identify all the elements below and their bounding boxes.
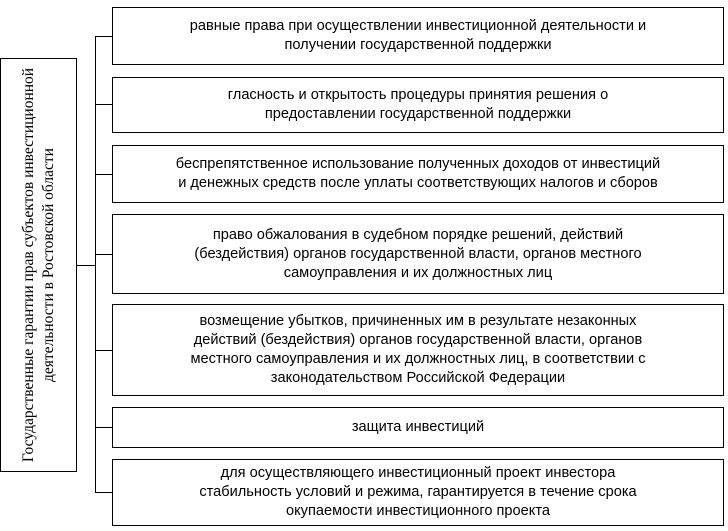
- guarantee-box: [112, 7, 724, 65]
- root-label: Государственные гарантии прав субъектов инвестиционной деятельности в Ростовской области: [19, 67, 57, 463]
- branch-line: [95, 174, 112, 175]
- guarantee-box: [112, 407, 724, 448]
- guarantee-text: право обжалования в судебном порядке решений, действий (бездействия) органов государственной власти, органов местного самоуправления и их должностных лиц: [194, 226, 642, 281]
- guarantee-text: беспрепятственное использование полученных доходов от инвестиций и денежных средств после уплаты соответствующих налогов и сборов: [175, 156, 661, 191]
- branch-line: [95, 492, 112, 493]
- guarantee-text: защита инвестиций: [351, 419, 485, 435]
- branch-line: [95, 427, 112, 428]
- guarantee-text: равные права при осуществлении инвестиционной деятельности и получении государственной поддержки: [189, 18, 647, 53]
- branch-line: [95, 104, 112, 105]
- branch-line: [95, 36, 112, 37]
- guarantee-text: для осуществляющего инвестиционный проект инвестора стабильность условий и режима, гарантируется в течение срока окупаемости инвестиционного проекта: [199, 465, 637, 519]
- root-box: [0, 58, 77, 472]
- guarantee-box: [112, 77, 724, 133]
- guarantee-text: гласность и открытость процедуры принятия решения о предоставлении государственной поддержки: [227, 87, 609, 122]
- root-connector: [77, 265, 95, 266]
- branch-line: [95, 350, 112, 351]
- branch-line: [95, 254, 112, 255]
- guarantee-box: [112, 145, 724, 203]
- guarantee-box: [112, 459, 724, 526]
- guarantee-text: возмещение убытков, причиненных им в результате незаконных действий (бездействия) органов государственной власти, органов местного самоуправления и их должностных лиц, в соответствии с законодательством Российской Федерации: [190, 313, 646, 386]
- guarantee-box: [112, 214, 724, 294]
- guarantee-box: [112, 304, 724, 396]
